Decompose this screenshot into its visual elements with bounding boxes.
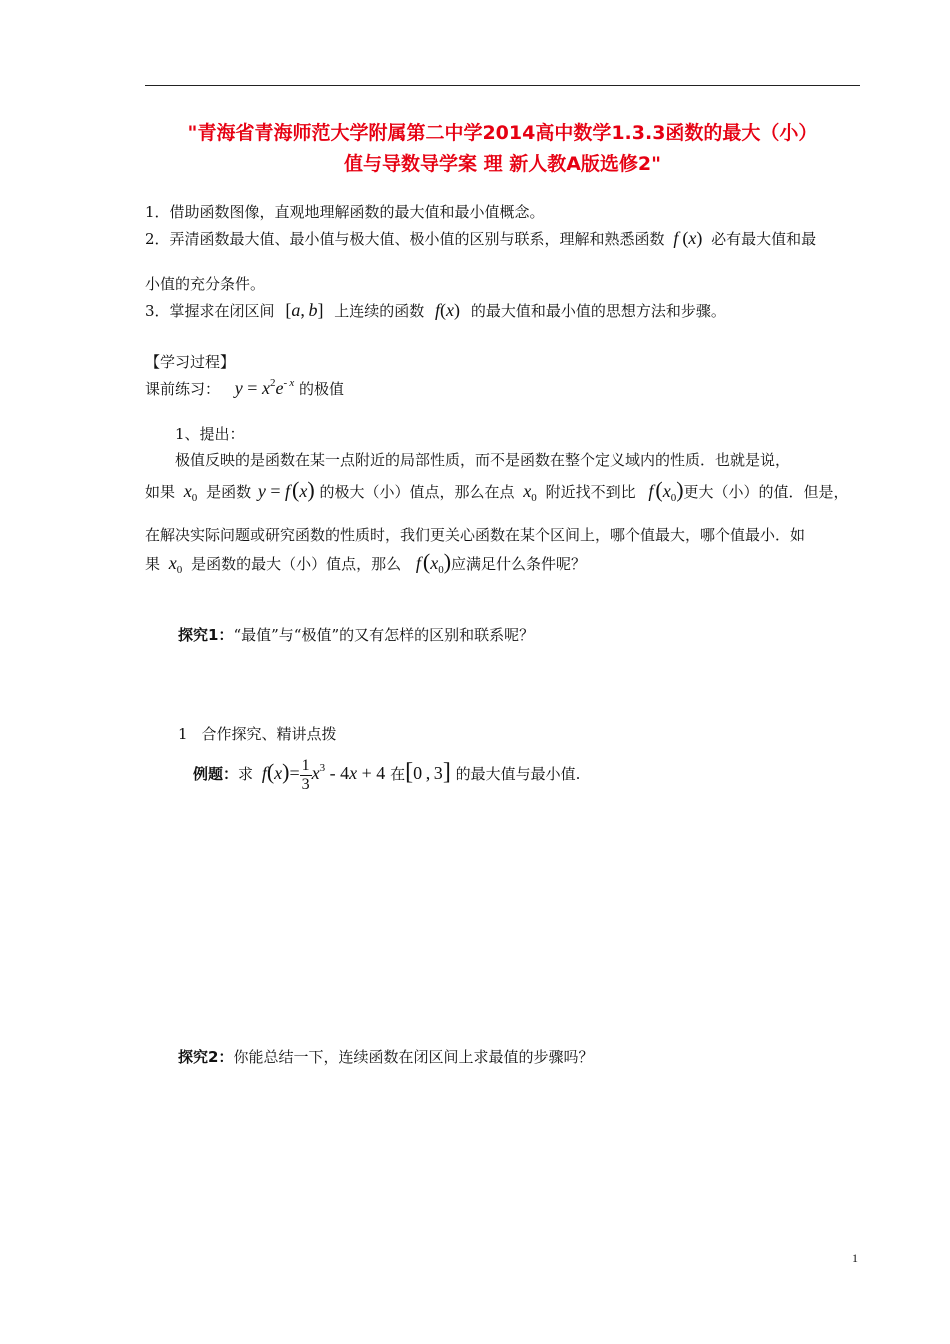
explore-1 xyxy=(178,625,534,645)
example-label: 例题： xyxy=(193,765,239,783)
formula-fx0: f xyxy=(648,481,654,501)
explore-1-label: 探究1： xyxy=(178,626,234,644)
goal-3-text-a: 3．掌握求在闭区间 xyxy=(145,302,275,320)
header-rule xyxy=(145,85,860,86)
explore-1-text: “最值”与“极值”的又有怎样的区别和联系呢？ xyxy=(233,626,535,644)
explore-2 xyxy=(178,1047,593,1067)
raise-paragraph-line-1: 极值反映的是函数在某一点附近的局部性质，而不是函数在整个定义域内的性质．也就是说， xyxy=(175,451,791,469)
goal-1: 1．借助函数图像，直观地理解函数的最大值和最小值概念。 xyxy=(145,203,545,221)
title-line-1: "青海省青海师范大学附属第二中学2014高中数学1.3.3函数的最大（小） xyxy=(187,122,818,144)
page-number: 1 xyxy=(852,1251,858,1265)
goal-2-line-2: 小值的充分条件。 xyxy=(145,275,266,293)
formula-y-fx: y = f xyxy=(257,481,291,501)
coop-heading: 1 合作探究、精讲点拨 xyxy=(178,725,337,743)
goal-3 xyxy=(145,300,726,321)
formula-fx0-2: f xyxy=(415,553,421,573)
raise-label: 1、提出： xyxy=(175,425,245,443)
section-heading: 【学习过程】 xyxy=(145,353,236,371)
formula-interval-03: [ xyxy=(405,759,414,785)
formula-example: f xyxy=(261,763,267,783)
formula-x0-3: $x_0$ xyxy=(168,553,183,576)
goal-2-text-a: 2．弄清函数最大值、最小值与极大值、极小值的区别与联系，理解和熟悉函数 xyxy=(145,230,665,248)
goal-3-text-c: 的最大值和最小值的思想方法和步骤。 xyxy=(470,302,726,320)
title-line-2: 值与导数导学案 理 新人教A版选修2" xyxy=(343,153,662,175)
formula-preview: $y = x^2e^{- x}$ xyxy=(234,377,295,398)
preview-label: 课前练习： xyxy=(145,380,221,398)
formula-fx: f xyxy=(673,228,679,248)
formula-x0: $x_0$ xyxy=(183,481,198,504)
goal-2-text-b: 必有最大值和最 xyxy=(711,230,817,248)
goal-2-line-1: 2．弄清函数最大值、最小值与极大值、极小值的区别与联系，理解和熟悉函数 f (x) 必有最大值和最 xyxy=(145,228,817,248)
formula-fx-2: f(x) xyxy=(435,300,461,320)
formula-x0-2: $x_0$ xyxy=(523,481,537,504)
explore-2-text: 你能总结一下，连续函数在闭区间上求最值的步骤吗？ xyxy=(233,1048,594,1066)
raise-paragraph-line-4: 果 $x_0$ 是函数的最大（小）值点，那么 $f(x_0)$应满足什么条件呢？ xyxy=(145,549,587,576)
raise-paragraph-line-3: 在解决实际问题或研究函数的性质时，我们更关心函数在某个区间上，哪个值最大，哪个值最小．如 xyxy=(145,526,806,544)
goal-3-text-b: 上连续的函数 xyxy=(334,302,425,320)
preview-exercise xyxy=(145,378,344,401)
explore-2-label: 探究2： xyxy=(178,1048,234,1066)
preview-suffix: 的极值 xyxy=(299,380,345,398)
raise-paragraph-line-2: 如果 $x_0$ 是函数 y = f(x) 的极大（小）值点，那么在点 $x_0$ 附近找不到比 $f(x_0)$更大（小）的值．但是， xyxy=(145,477,849,504)
example-problem: 例题：求 f(x)= $\frac{1}{3}$ $x^3 - 4x + 4$ 在[0 , 3] 的最大值与最小值. xyxy=(193,756,581,793)
formula-interval-ab: [a, b] xyxy=(285,300,324,320)
document-title xyxy=(145,118,860,180)
